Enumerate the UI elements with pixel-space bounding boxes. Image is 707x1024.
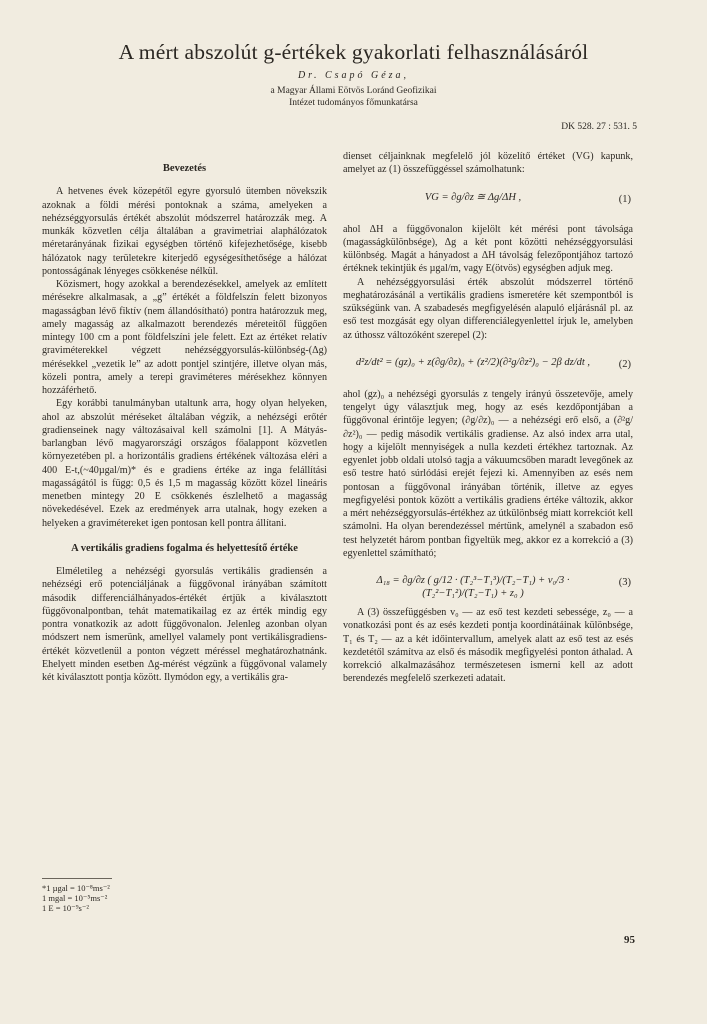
paragraph: A (3) összefüggésben v₀ — az eső test kezdeti sebessége, z₀ — a vonatkozási pont és az esés kezdeti pontja koordinátáinak különbsége, T₁ és T₂ — az a két időintervallum, amelyek alatt az eső test az esés kezdetétől számítva az első és második megfigyelési ponton áthalad. A korrekció alkalmazásához természetesen ismerni kell az adott berendezés megfelelő szerkezeti adatait.: [343, 607, 633, 685]
equation-2: [343, 348, 633, 382]
dk-classification: DK 528. 27 : 531. 5: [561, 122, 637, 132]
footnote: *1 µgal = 10⁻⁸ms⁻²: [42, 883, 110, 893]
equation-number: (3): [618, 577, 631, 588]
affiliation-line-1: a Magyar Állami Eötvös Loránd Geofizikai: [270, 86, 437, 96]
equation-1: [343, 183, 633, 217]
footnote: 1 mgal = 10⁻⁵ms⁻²: [42, 893, 108, 903]
equation-3: [343, 566, 633, 600]
author: Dr. Csapó Géza,: [297, 70, 410, 81]
equation-number: (2): [618, 358, 631, 370]
equation-body: d²z/dt² = (gz)₀ + z(∂g/∂z)₀ + (z²/2)(∂²g/∂z²)₀ − 2β dz/dt ,: [355, 356, 591, 368]
footnote-rule: [42, 878, 112, 879]
paragraph: ahol ΔH a függővonalon kijelölt két mérési pont távolsága (magasságkülönbsége), Δg a két pont közötti nehézséggyorsulási különbség. Magát a hányadost a ΔH távolság felezőpontjához tartozó értéknek tekintjük és µgal/m, vagy E(ötvös) egységben adjuk meg.: [343, 223, 633, 275]
right-column: [343, 150, 633, 686]
paragraph: A hetvenes évek közepétől egyre gyorsuló ütemben növekszik azoknak a földi mérési pontoknak a száma, amelyeken a nehézséggyorsulás értékét abszolút módszerrel határozzák meg. A munkák közvetlen célja általában a gravimetriai alaphálózatok méretarányának fizikai egységben történő kifejezhetősége, kisebb hálózatok nagy területekre kiterjedő egységesíthetősége a hálózat pontosságának lényeges csökkenése nélkül.: [42, 186, 327, 277]
heading-vertical-gradient: A vertikális gradiens fogalma és helyettesítő értéke: [71, 542, 298, 554]
paragraph: ahol (gz)₀ a nehézségi gyorsulás z tengely irányú összetevője, amely tengelyt úgy választjuk meg, hogy az esés kezdőpontjában a függővonal érintője legyen; (∂g/∂z)₀ — a nehézségi erő első, a (∂²g/∂z²)₀ — pedig második vertikális gradiense. Az alsó index arra utal, hogy a kijelölt mennyiségek a nulla kezdeti értékhez tartoznak. Az egyenlet jobb oldali utolsó tagja a vákuumcsőben maradt levegőnek az eső testre ható súrlódási erejét fejezi ki. Amennyiben az esés nem pontosan a függővonal irányában történik, illetve az egyes megfigyelési pontok között a vertikális gradiens értéke változik, akkor a mért nehézséggyorsulás-értékhez az útkülönbség miatt korrekciót kell számolni. Ha olyan berendezéssel mértünk, amelynél a szabadon eső test helyzetét három pontban figyeltük meg, akkor ez a korrekció a (3) egyenlettel számítható;: [343, 388, 633, 559]
paragraph: A nehézséggyorsulási érték abszolút módszerrel történő meghatározásánál a vertikális gradiens ismeretére két szempontból is szükségünk van. A szabadesés megfigyelésén alapuló eljárásnál pl. az eső test mozgását egy olyan differenciálegyenlettel írjuk le, amelyben az úthossz változóként szerepel (2):: [343, 276, 633, 341]
paragraph: Elméletileg a nehézségi gyorsulás vertikális gradiensén a nehézségi erő potenciáljának a függővonal irányában számított második differenciálhányados-értékét értjük a kiválasztott függővonalpontban, tehát matematikailag ez az érték mindig egy pontra vonatkozik az adott függővonalon. Jelenleg azonban olyan módszert nem ismerünk, amellyel valamely pont vertikálisgradiens-értékét közvetlenül a ponton végzett méréssel meghatározhatnánk. Ehelyett minden esetben Δg-mérést végzünk a függővonal valamely két kiválasztott pontja között. Ilymódon egy, a vertikális gra-: [42, 566, 327, 683]
paragraph: Közismert, hogy azokkal a berendezésekkel, amelyek az említett mérésekre alkalmasak, a „g” értékét a földfelszín felett bizonyos magasságban lévő fiktív (nem állandósítható) pontra határozzuk meg, amely magasság az alkalmazott berendezés méreteitől függően mintegy 100 cm a pont földfelszíni jele felett. Ezt az értéket relatív graviméterekkel végzett nehézséggyorsulás-különbség-(Δg) mérésekkel „vezetik le” az adott pontjel szintjére, illetve olyan más, közeli pontra, amely a terepi graviméteres mérésekhez könnyen hozzáférhető.: [42, 279, 327, 396]
equation-number: (1): [618, 193, 631, 205]
equation-body: Δ₁₈ = ∂g/∂z ( g/12 · (T₂³−T₁³)/(T₂−T₁) + v₀/3 · (T₂²−T₁²)/(T₂−T₁) + z₀ ): [376, 575, 570, 600]
paragraph: Egy korábbi tanulmányban utaltunk arra, hogy olyan helyeken, ahol az abszolút méréseket általában végzik, a nehézségi erőtér gradienseinek nagy változásaival kell számolni [1]. A Mátyás-barlangban lévő magyarországi országos főalappont közvetlen környezetében pl. a horizontális gradiens értékének változása eléri a 400 E-t,(~40µgal/m)* és e gradiens értéke az inga felállítási magasságától is függ: 0,5 és 1,5 m magasság között közel lineáris menetben mintegy 20 E csökkenés észlelhető a magasság növekedésével. Ezek az eredmények arra utalnak, hogy ezeken a helyeken a gravimétereket igen pontosan kell pontra állítani.: [42, 398, 327, 529]
paragraph: dienset céljainknak megfelelő jól közelítő értéket (VG) kapunk, amelyet az (1) összefüggéssel számolhatunk:: [343, 151, 633, 176]
page-number: 95: [624, 934, 635, 946]
left-column: [42, 150, 327, 684]
affiliation-line-2: Intézet tudományos főmunkatársa: [289, 98, 418, 108]
article-title: A mért abszolút g-értékek gyakorlati felhasználásáról: [118, 40, 589, 64]
footnotes: [42, 883, 110, 913]
equation-body: VG = ∂g/∂z ≅ Δg/ΔH ,: [424, 191, 522, 203]
heading-introduction: Bevezetés: [162, 163, 207, 174]
footnote: 1 E = 10⁻⁹s⁻²: [42, 903, 89, 913]
